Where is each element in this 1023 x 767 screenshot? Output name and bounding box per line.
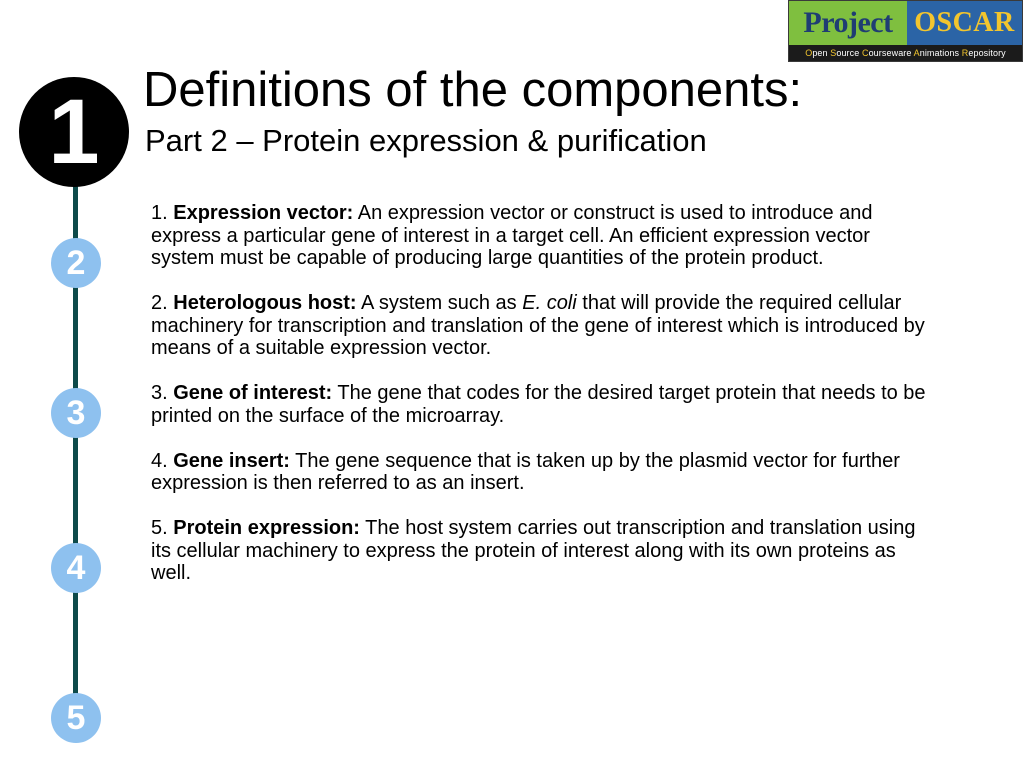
definition-text: that will provide the required cellular machinery for transcription and translation of the gene of interest which is introduced by means of a suitable expression vector. <box>151 292 925 359</box>
definition-number: 4. <box>151 449 168 472</box>
definition-italic: E. coli <box>522 292 577 314</box>
logo-tagline: Open Source Courseware Animations Repository <box>805 48 1006 58</box>
definition-text: The gene sequence that is taken up by the plasmid vector for further expression is then referred to as an insert. <box>151 449 900 494</box>
definition-item <box>151 292 936 360</box>
step-5[interactable]: 5 <box>51 693 101 743</box>
page-subtitle: Part 2 – Protein expression & purification <box>145 123 707 158</box>
definition-text: The gene that codes for the desired target protein that needs to be printed on the surface of the microarray. <box>151 382 926 427</box>
logo-banner <box>789 1 1022 45</box>
definition-number: 2. <box>151 292 168 314</box>
definition-number: 1. <box>151 202 168 224</box>
step-3[interactable]: 3 <box>51 388 101 438</box>
logo-oscar-text: OSCAR <box>907 1 1022 45</box>
definition-text: An expression vector or construct is used to introduce and express a particular gene of interest in a target cell. An efficient expression vector system must be capable of producing large quantities of the protein product. <box>151 202 873 269</box>
step-1-active[interactable]: 1 <box>19 77 129 187</box>
definitions-list <box>151 202 936 607</box>
definition-text: The host system carries out transcription and translation using its cellular machinery to express the protein of interest along with its own proteins as well. <box>151 517 916 584</box>
definition-number: 5. <box>151 517 168 539</box>
logo-project-text: Project <box>789 1 907 45</box>
definition-number: 3. <box>151 382 168 404</box>
definition-item <box>151 202 936 270</box>
definition-term: Heterologous host: <box>173 292 357 314</box>
definition-item <box>151 382 936 427</box>
step-4[interactable]: 4 <box>51 543 101 593</box>
project-oscar-logo <box>788 0 1023 62</box>
definition-term: Expression vector: <box>173 202 354 224</box>
page-title: Definitions of the components: <box>143 63 803 117</box>
definition-term: Protein expression: <box>173 517 360 539</box>
definition-item <box>151 450 936 495</box>
definition-term: Gene of interest: <box>173 382 333 404</box>
definition-term: Gene insert: <box>173 449 290 472</box>
step-2[interactable]: 2 <box>51 238 101 288</box>
definition-item <box>151 517 936 585</box>
definition-text: A system such as <box>361 292 517 314</box>
